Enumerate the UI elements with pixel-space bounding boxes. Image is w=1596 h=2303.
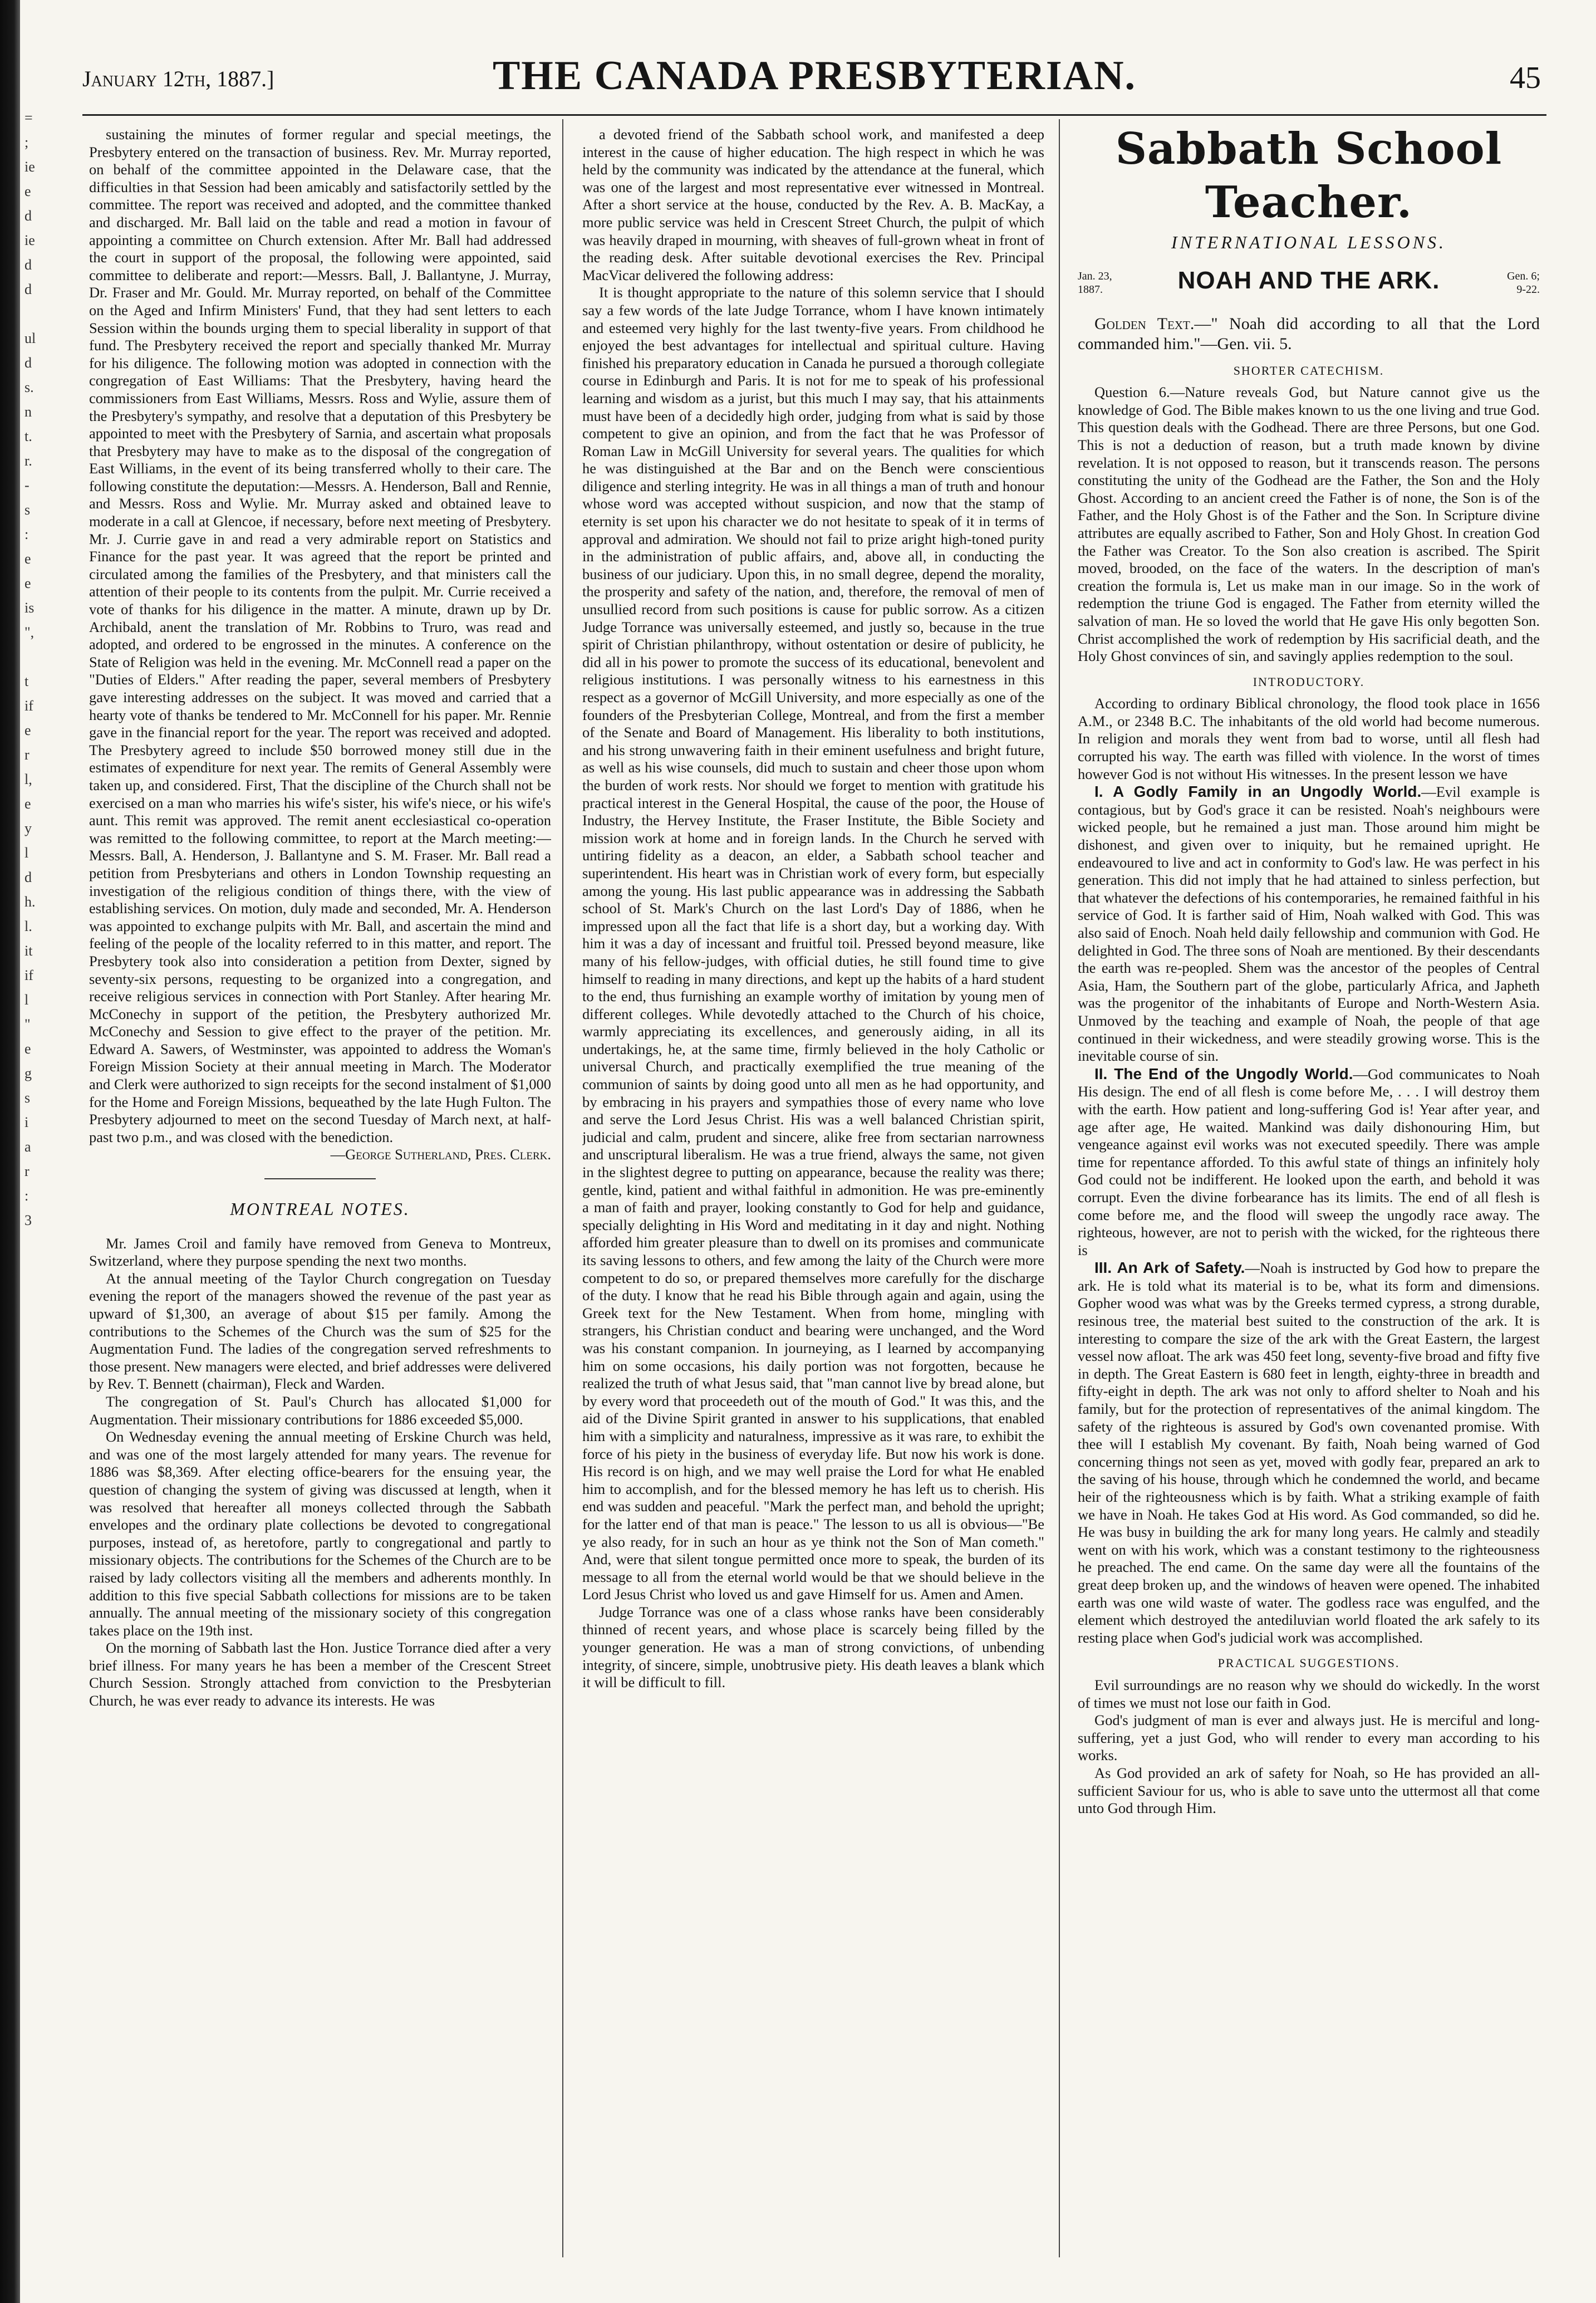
column-divider-1 — [562, 119, 563, 2257]
issue-date: January 12th, 1887.] — [82, 66, 274, 91]
lesson-section-3 — [1078, 1259, 1540, 1647]
section-divider — [264, 1178, 376, 1179]
lesson-ref-line-1: Gen. 6; — [1507, 270, 1540, 282]
practical-suggestion: God's judgment of man is ever and always just. He is merciful and long-suffering, yet a just God, who will render to every man according to his works. — [1078, 1712, 1540, 1764]
macvicar-address: It is thought appropriate to the nature of this solemn service that I should say a few words of the late Judge Torrance, whom I have known intimately and esteemed very highly for the last twenty-five years. From childhood he enjoyed the best advantages for intellectual and spiritual culture. Having finished his preparatory education in Canada he pursued a thorough collegiate course in Edinburgh and Paris. It is not for me to speak of his professional learning and wisdom as a jurist, but this much I may say, that his attainments must have been of a decidedly high order, judging from what is said by those competent to give an opinion, and from the fact that he was Professor of Roman Law in McGill University for several years. The qualities for which he was distinguished at the Bar and on the Bench were conscientious diligence and sterling integrity. He was in all things a man of truth and honour whose word was accepted without suspicion, and now that the stamp of eternity is set upon his character we do not hesitate to speak of it in terms of approval and admiration. We should not fail to prize aright high-toned purity in the administration of public affairs, and, above all, in conducting the business of our judiciary. Upon this, in no small degree, depend the morality, the prosperity and safety of the nation, and, therefore, the removal of men of unsullied record from such positions is cause for public sorrow. As a citizen Judge Torrance was universally esteemed, and justly so, because in the true spirit of Christian philanthropy, without ostentation or desire of publicity, he did all in his power to promote the success of its educational, benevolent and religious institutions. I was personally witness to his earnestness in this respect as a governor of McGill University, and more especially as one of the founders of the Presbyterian College, Montreal, and from the first a member of the Senate and Board of Management. His liberality to both institutions, and his strong unwavering faith in their eminent usefulness and bright future, as well as his wise counsels, did much to sustain and cheer those upon whom the burden of work rests. Nor should we forget to mention with gratitude his practical interest in the General Hospital, the cause of the poor, the House of Industry, the Hervey Institute, the Fraser Institute, the Bible Society and mission work at home and in foreign lands. In the Church he served with untiring fidelity as a deacon, an elder, a Sabbath school teacher and superintendent. His heart was in Christian work of every form, but especially among the young. His last public appearance was in addressing the Sabbath school of St. Mark's Church on the last Lord's Day of 1886, when he impressed upon all the fact that life is a short day, but a working day. With him it was a day of incessant and fruitful toil. Pressed beyond measure, like many of his fellow-judges, with official duties, he still found time to give himself to reading in many directions, and kept up the habits of a hard student to the end, thus furnishing an example worthy of imitation by young men of different colleges. While devotedly attached to the Church of his choice, warmly appreciating its excellences, and generously aiding, in all its undertakings, he, at the same time, firmly believed in the holy Catholic or universal Church, and practically exemplified the true meaning of the communion of saints by doing good unto all men as he had opportunity, and by embracing in his prayers and sympathies those of every name who love and serve the Lord Jesus Christ. His was a well balanced Christian spirit, judicial and calm, prudent and sincere, alike free from sectarian narrowness and unscriptural liberalism. He was a true friend, always the same, not given in the slightest degree to putting on appearance, because the reality was there; gentle, kind, patient and withal faithful in admonition. He was pre-eminently a man of faith and prayer, looking constantly to God for help and guidance, specially delighting in His Word and meditating in it day and night. Nothing afforded him greater pleasure than to dwell on its promises and communicate its saving lessons to others, and few among the laity of the Church were more competent to do so, or prepared themselves more carefully for the discharge of the duty. I know that he read his Bible through again and again, using the Greek text for the New Testament. When from home, mingling with strangers, his Christian conduct and bearing were unchanged, and the Word was his constant companion. In journeying, as I learned by accompanying him on some occasions, his daily portion was not forgotten, because he realized the truth of what Jesus said, that "man cannot live by bread alone, but by every word that proceedeth out of the mouth of God." It was this, and the aid of the Divine Spirit granted in answer to his supplications, that enabled him with a simplicity and naturalness, impressive as it was rare, to exhibit the force of his piety in the business of everyday life. But now his work is done. His record is on high, and we may well praise the Lord for what He enabled him to accomplish, and for the blessed memory he has left us to cherish. His end was sudden and peaceful. "Mark the perfect man, and behold the upright; for the latter end of that man is peace." The lesson to us all is obvious—"Be ye also ready, for in such an hour as ye think not the Son of Man cometh." And, were that silent tongue permitted once more to speak, the burden of its message to all from the eternal world would be that we should believe in the Lord Jesus Christ who loved us and gave Himself for us. Amen and Amen. — [582, 284, 1044, 1603]
header-rule — [82, 114, 1546, 116]
montreal-note: Mr. James Croil and family have removed from Geneva to Montreux, Switzerland, where they purpose spending the next two months. — [89, 1234, 551, 1270]
golden-text-label: Golden Text. — [1094, 314, 1195, 333]
introductory-paragraph: According to ordinary Biblical chronology, the flood took place in 1656 A.M., or 2348 B.C. The inhabitants of the old world had become numerous. In religion and morals they went from bad to worse, until all flesh had corrupted his way. The earth was filled with violence. In the worst of times however God is not without His witnesses. In the present lesson we have — [1078, 695, 1540, 782]
montreal-note: On the morning of Sabbath last the Hon. Justice Torrance died after a very brief illness. For many years he has been a member of the Crescent Street Church Session. Strongly attached from conviction to the Presbyterian Church, he was ever ready to advance its interests. He was — [89, 1639, 551, 1709]
page-number: 45 — [1510, 61, 1541, 95]
catechism-paragraph: Question 6.—Nature reveals God, but Nature cannot give us the knowledge of God. The Bible makes known to us the one living and true God. This question deals with the Godhead. There are three Persons, but one God. This is not a deduction of reason, but a truth made known by divine revelation. It is not opposed to reason, but it transcends reason. The persons constituting the unity of the Godhead are the Father, the Son and the Holy Ghost. According to an ancient creed the Father is of none, the Son is of the Father, and the Holy Ghost is of the Father and the Son. In Scripture divine attributes are equally ascribed to Father, Son and Holy Ghost. In creation God the Father was Creator. To the Son also creation is ascribed. The Spirit moved, brooded, on the face of the waters. In the description of man's creation the formula is, Let us make man in our image. So in the work of redemption the triune God is engaged. The Father from eternity willed the salvation of man. He so loved the world that He gave His only begotten Son. Christ accomplished the work of redemption by His sacrificial death, and the Holy Ghost convinces of sin, and savingly applies redemption to the soul. — [1078, 384, 1540, 665]
lesson-section-2 — [1078, 1065, 1540, 1260]
lesson-date-line-2: 1887. — [1078, 283, 1103, 296]
torrance-funeral-paragraph: a devoted friend of the Sabbath school work, and manifested a deep interest in the cause of higher education. The high respect in which he was held by the community was indicated by the attendance at the funeral, which was one of the largest and most representative ever witnessed in Montreal. After a short service at the house, conducted by the Rev. A. B. MacKay, a more public service was held in Crescent Street Church, the pulpit of which was heavily draped in mourning, with sheaves of full-grown wheat in front of the reading desk. After suitable devotional exercises the Rev. Principal MacVicar delivered the following address: — [582, 126, 1044, 283]
montreal-note: On Wednesday evening the annual meeting of Erskine Church was held, and was one of the most largely attended for many years. The revenue for 1886 was $8,369. After electing office-bearers for the ensuing year, the question of changing the system of giving was discussed at length, when it was resolved that hereafter all moneys collected through the Sabbath envelopes and the ordinary plate collections be devoted to congregational purposes, instead of, as heretofore, partly to congregational and partly to missionary objects. The contributions for the Schemes of the Church are to be raised by lady collectors visiting all the members and adherents monthly. In addition to this five special Sabbath collections for missions are to be taken annually. The annual meeting of the missionary society of this congregation takes place on the 19th inst. — [89, 1428, 551, 1639]
column-divider-2 — [1059, 119, 1060, 2257]
section-1-body: —Evil example is contagious, but by God's grace it can be resisted. Noah's neighbours were wicked people, but he remained a just man. Those around him might be dishonest, and given over to iniquity, but he remained upright. He endeavoured to live and act in conformity to God's law. He was perfect in his generation. This did not imply that he had attained to sinless perfection, but that whatever the defections of his contemporaries, he remained faithful in his service of God. It is farther said of Him, Noah walked with God. This was also said of Enoch. Noah held daily fellowship and communion with God. He delighted in God. The three sons of Noah are mentioned. By their descendants the earth was re-peopled. Shem was the ancestor of the peoples of Central Asia, Ham, the Southern part of the globe, particularly Africa, and Japheth was the progenitor of the inhabitants of Europe and North-Western Asia. Unmoved by the teaching and example of Noah, the people of that age continued in their wickedness, and were steadily growing worse. This is the inevitable course of sin. — [1078, 783, 1540, 1065]
section-3-body: —Noah is instructed by God how to prepare the ark. He is told what its material is to be, what its form and dimensions. Gopher wood was what was by the Greeks termed cypress, a strong durable, resinous tree, the material best suited to the construction of the ark. It is interesting to compare the size of the ark with the Great Eastern, the largest vessel now afloat. The ark was 450 feet long, seventy-five broad and fifty five in depth. The Great Eastern is 680 feet in length, eighty-three in breadth and fifty-eight in depth. The ark was not only to afford shelter to Noah and his family, but for the protection of representatives of the animal kingdom. The safety of the righteous is assured by God's own covenanted promise. With thee will I establish My covenant. By faith, Noah being warned of God concerning things not seen as yet, moved with godly fear, prepared an ark to the saving of his house, through which he condemned the world, and became heir of the righteousness which is by faith. What a striking example of faith we have in Noah. He takes God at His word. As God commanded, so did he. He was busy in building the ark for many long years. He calmly and steadily went on with his work, which was a constant testimony to the righteousness he preached. The end came. On the same day were all the fountains of the great deep broken up, and the windows of heaven were opened. The inhabited earth was one wild waste of water. The godless race was engulfed, and the element which destroyed the antediluvian world floated the ark safely to its resting place when God's judicial work was accomplished. — [1078, 1260, 1540, 1646]
montreal-note: The congregation of St. Paul's Church has allocated $1,000 for Augmentation. Their missionary contributions for 1886 exceeded $5,000. — [89, 1393, 551, 1428]
lesson-ref-line-2: 9-22. — [1516, 283, 1540, 296]
golden-text — [1078, 314, 1540, 354]
golden-text-body: —" Noah did according to all that the Lord commanded him."—Gen. vii. 5. — [1078, 314, 1540, 353]
column-3 — [1078, 126, 1540, 2264]
scan-binding-edge — [0, 0, 20, 2303]
introductory-heading: INTRODUCTORY. — [1253, 674, 1365, 689]
clerk-signature: —George Sutherland, Pres. Clerk. — [330, 1146, 551, 1163]
practical-suggestion: As God provided an ark of safety for Noah, so He has provided an all-sufficient Saviour for us, who is able to save unto the uttermost all that come unto God through Him. — [1078, 1764, 1540, 1817]
section-1-heading: I. A Godly Family in an Ungodly World. — [1094, 783, 1422, 801]
montreal-note: At the annual meeting of the Taylor Church congregation on Tuesday evening the report of the managers showed the revenue of the past year as upward of $1,300, an average of about $15 per family. Among the contributions to the Schemes of the Church was the sum of $25 for the Augmentation Fund. The ladies of the congregation served refreshments to those present. New managers were elected, and brief addresses were delivered by Rev. T. Bennett (chairman), Fleck and Warden. — [89, 1270, 551, 1393]
practical-suggestions-heading: PRACTICAL SUGGESTIONS. — [1217, 1656, 1400, 1670]
sabbath-school-masthead: Sabbath School Teacher. — [1115, 126, 1502, 228]
lesson-scripture-ref — [1507, 270, 1540, 296]
lesson-title: NOAH AND THE ARK. — [1177, 266, 1440, 294]
lesson-heading — [1078, 263, 1540, 314]
torrance-closing-paragraph: Judge Torrance was one of a class whose ranks have been considerably thinned of recent years, and whose place is scarcely being filled by the younger generation. He was a man of strong convictions, of unbending integrity, of sincere, simple, unobtrusive piety. His death leaves a blank which it will be difficult to fill. — [582, 1603, 1044, 1691]
section-2-body: —God communicates to Noah His design. The end of all flesh is come before Me, . . . I will destroy them with the earth. How patient and long-suffering God is! Year after year, and age after age, He waited. Mankind was daily dishonouring Him, but vengeance against evil works was not executed speedily. There was ample time for repentance afforded. To this awful state of things an infinitely holy God could not be indifferent. He looked upon the earth, and behold it was corrupt. Even the divine forbearance has its limits. The end of all flesh is come before me, and the flood will sweep the ungodly race away. The righteous, however, are not to perish with the wicked, for the righteous there is — [1078, 1065, 1540, 1258]
newspaper-title: THE CANADA PRESBYTERIAN. — [492, 53, 1137, 99]
page-header — [82, 43, 1546, 105]
column-2 — [582, 126, 1044, 2264]
section-3-heading: III. An Ark of Safety. — [1094, 1259, 1245, 1277]
margin-fragments: = ; ie e d ie d d ul d s. n t. r. - s : e e is ", t if e r l, e y l d h. l. it if l " e g s i a r : 3 — [24, 110, 36, 1228]
lesson-section-1 — [1078, 783, 1540, 1065]
lesson-date-line-1: Jan. 23, — [1078, 270, 1112, 282]
practical-suggestion: Evil surroundings are no reason why we should do wickedly. In the worst of times we must not lose our faith in God. — [1078, 1676, 1540, 1711]
shorter-catechism-heading: SHORTER CATECHISM. — [1233, 363, 1384, 378]
section-2-heading: II. The End of the Ungodly World. — [1094, 1065, 1353, 1082]
presbytery-report: sustaining the minutes of former regular and special meetings, the Presbytery entered on the transaction of business. Rev. Mr. Murray reported, on behalf of the committee appointed in the Delaware case, that the difficulties in that Session had been amicably and satisfactorily settled by the committee. The report was received and adopted, and the committee thanked and discharged. Mr. Ball laid on the table and read a motion in favour of appointing a committee on Church extension. After Mr. Ball had addressed the court in support of the proposal, the following were appointed, said committee to deliberate and report:—Messrs. Ball, J. Ballantyne, J. Murray, Dr. Fraser and Mr. Gould. Mr. Murray reported, on behalf of the Committee on the Aged and Infirm Ministers' Fund, that they had sent letters to each Session within the bounds urging them to special liberality in support of that fund. The Presbytery received the report and specially thanked Mr. Murray for his diligence. The following motion was adopted in connection with the congregation of East Williams: That the Presbytery, having heard the commissioners from East Williams, Messrs. Ross and Wylie, assure them of the Presbytery's sympathy, and resolve that a deputation of this Presbytery be appointed to meet with the Presbytery of Sarnia, and ascertain what proposals that Presbytery may have to make as to the disposal of the congregation of East Williams, in the event of its being transferred wholly to their care. The following constitute the deputation:—Messrs. A. Henderson, Ball and Rennie, and Messrs. Ross and Wylie. Mr. Murray asked and obtained leave to moderate in a call at Glencoe, if necessary, before next meeting of Presbytery. Mr. J. Currie gave in and read a very admirable report on Statistics and Finance for the past year. It was agreed that the report be printed and circulated among the families of the Presbytery, and that ministers call the attention of their people to its contents from the pulpit. Mr. Currie received a vote of thanks for his diligence in the matter. A minute, drawn up by Dr. Archibald, anent the translation of Mr. Robbins to Truro, was read and adopted, and ordered to be engrossed in the minutes. A conference on the State of Religion was held in the evening. Mr. McConnell read a paper on the "Duties of Elders." After reading the paper, several members of Presbytery gave interesting addresses on the subject. It was moved and carried that a hearty vote of thanks be tendered to Mr. McConnell for his paper. Mr. Rennie gave in the financial report for the year. The report was received and adopted. The Presbytery agreed to include $50 borrowed money still due in the estimates of expenditure for next year. The remits of General Assembly were taken up, and considered. First, That the discipline of the Church shall not be exercised on a man who marries his wife's sister, his wife's niece, or his wife's aunt. This remit was approved. The remit anent ecclesiastical co-operation was remitted to the following committee, to report at the March meeting:—Messrs. Ball, A. Henderson, J. Ballantyne and S. M. Fraser. Mr. Ball read a petition from Presbyterians and others in London Township requesting an investigation of the religious condition of things there, with the view of establishing services. On motion, duly made and seconded, Mr. A. Henderson was appointed to exchange pulpits with Mr. Ball, and ascertain the mind and feeling of the people of the locality referred to in this matter, and report. The Presbytery took also into consideration a petition from Dexter, signed by seventy-six persons, requesting to be organized into a congregation, and receive religious services in connection with Port Stanley. After hearing Mr. McConechy in support of the petition, the Presbytery authorized Mr. McConechy and Session to give effect to the prayer of the petition. Mr. Edward A. Sawers, of Westminster, was appointed to address the Woman's Foreign Mission Society at their annual meeting in March. The Moderator and Clerk were authorized to sign receipts for the second instalment of $1,000 for the Home and Foreign Missions, bequeathed by the late Hugh Fulton. The Presbytery adjourned to meet on the second Tuesday of March next, at half-past two p.m., and was closed with the benediction. — [89, 126, 551, 1145]
international-lessons-subtitle: INTERNATIONAL LESSONS. — [1171, 232, 1447, 252]
montreal-notes-title: MONTREAL NOTES. — [230, 1199, 410, 1219]
column-1 — [89, 126, 551, 2264]
